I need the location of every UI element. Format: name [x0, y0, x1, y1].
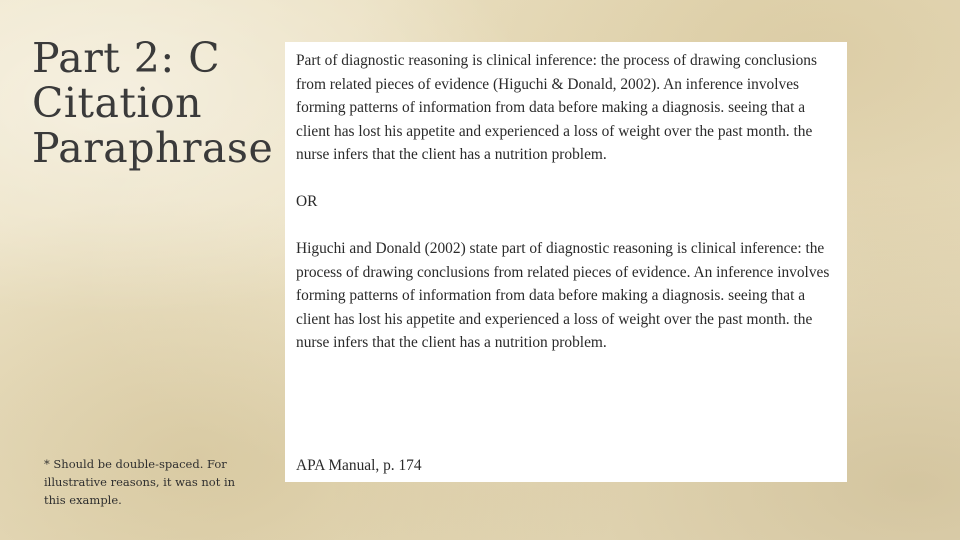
- footnote: * Should be double-spaced. For illustrative reasons, it was not in this example.: [44, 457, 236, 507]
- spacer: [296, 167, 835, 191]
- title-line-2: Citation: [32, 79, 203, 127]
- paraphrase-parenthetical-citation: Part of diagnostic reasoning is clinical inference: the process of drawing conclusions from related pieces of evidence (Higuchi & Donald, 2002). An inference involves forming patterns of information from data before making a diagnosis. seeing that a client has lost his appetite and experienced a loss of weight over the past month. the nurse infers that the client has a nutrition problem.: [296, 52, 817, 163]
- paraphrase-narrative-citation: Higuchi and Donald (2002) state part of diagnostic reasoning is clinical inference: the process of drawing conclusions from related pieces of evidence. An inference involves forming patterns of information from data before making a diagnosis. seeing that a client has lost his appetite and experienced a loss of weight over the past month. the nurse infers that the client has a nutrition problem.: [296, 240, 830, 351]
- title-line-1: Part 2: C: [32, 34, 221, 82]
- slide-title: [32, 36, 272, 171]
- or-separator: OR: [296, 193, 318, 210]
- title-line-3: Paraphrase: [32, 124, 274, 172]
- content-box: [285, 42, 847, 482]
- apa-reference: APA Manual, p. 174: [296, 457, 422, 474]
- spacer: [296, 214, 835, 238]
